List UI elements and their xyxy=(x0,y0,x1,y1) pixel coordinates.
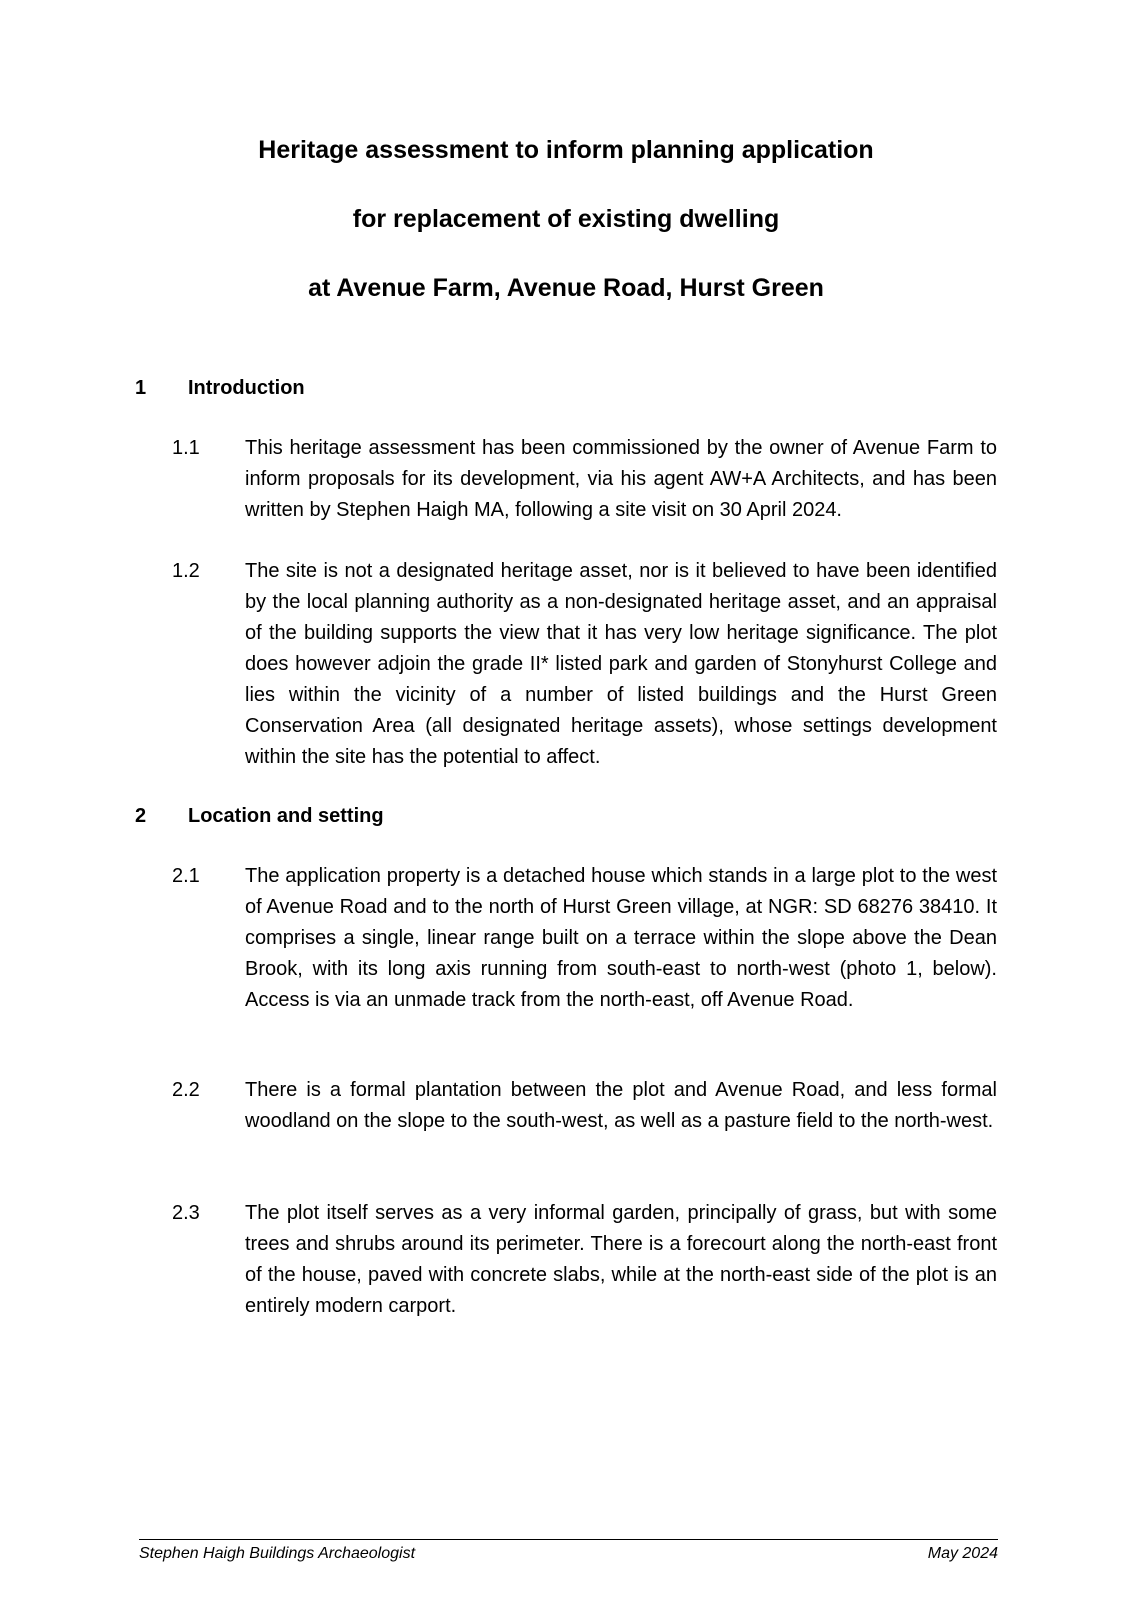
title-line-3: at Avenue Farm, Avenue Road, Hurst Green xyxy=(308,274,824,302)
footer-author: Stephen Haigh Buildings Archaeologist xyxy=(139,1545,416,1562)
section-number: 1 xyxy=(135,377,147,399)
section-title: Location and setting xyxy=(188,805,384,827)
paragraph-number: 2.3 xyxy=(172,1202,200,1224)
footer-date: May 2024 xyxy=(927,1545,998,1562)
paragraph-number: 2.1 xyxy=(172,865,200,887)
paragraph-text: The application property is a detached house which stands in a large plot to the west of Avenue Road and to the north of Hurst Green village, at NGR: SD 68276 38410. It comprises a single, linear range built on a terrace within the slope above the Dean Brook, with its long axis running from south-east to north-west (photo 1, below). Access is via an unmade track from the north-east, off Avenue Road. xyxy=(245,865,997,1011)
section-number: 2 xyxy=(135,805,147,827)
paragraph-number: 2.2 xyxy=(172,1079,200,1101)
paragraph-text: The site is not a designated heritage asset, nor is it believed to have been identified by the local planning authority as a non-designated heritage asset, and an appraisal of the building supports the view that it has very low heritage significance. The plot does however adjoin the grade II* listed park and garden of Stonyhurst College and lies within the vicinity of a number of listed buildings and the Hurst Green Conservation Area (all designated heritage assets), whose settings development within the site has the potential to affect. xyxy=(245,560,997,768)
paragraph-text: There is a formal plantation between the plot and Avenue Road, and less formal woodland on the slope to the south-west, as well as a pasture field to the north-west. xyxy=(245,1079,997,1132)
section-title: Introduction xyxy=(188,377,305,399)
paragraph-number: 1.2 xyxy=(172,560,200,582)
paragraph-text: The plot itself serves as a very informal garden, principally of grass, but with some trees and shrubs around its perimeter. There is a forecourt along the north-east front of the house, paved with concrete slabs, while at the north-east side of the plot is an entirely modern carport. xyxy=(245,1202,997,1317)
title-line-2: for replacement of existing dwelling xyxy=(352,205,780,233)
paragraph-number: 1.1 xyxy=(172,437,200,459)
paragraph-text: This heritage assessment has been commissioned by the owner of Avenue Farm to inform proposals for its development, via his agent AW+A Architects, and has been written by Stephen Haigh MA, following a site visit on 30 April 2024. xyxy=(245,437,997,521)
footer-divider xyxy=(139,1539,998,1540)
title-line-1: Heritage assessment to inform planning application xyxy=(258,136,874,164)
